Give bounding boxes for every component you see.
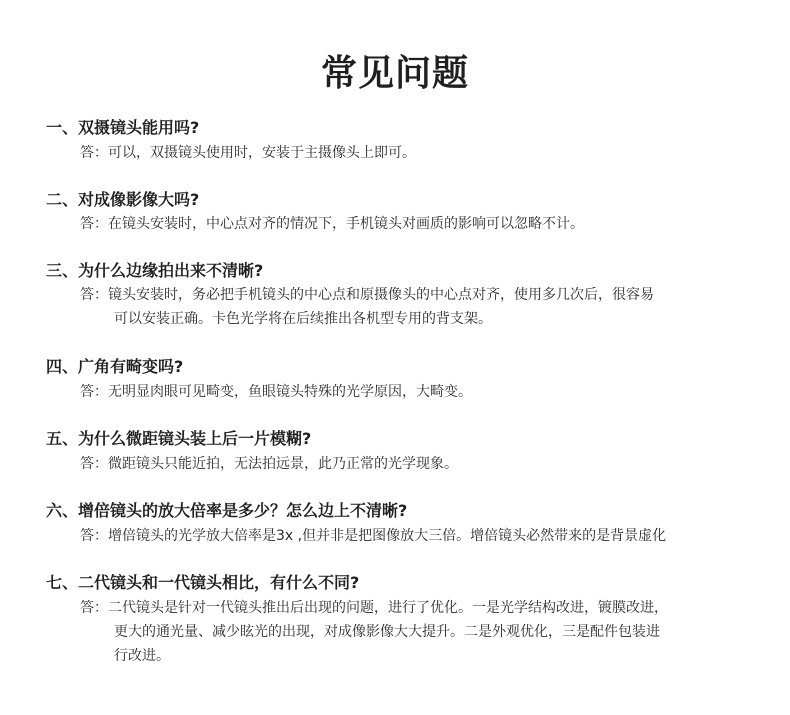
faq-answer-line: 行改进。 <box>114 648 170 664</box>
faq-answer-line: 答：可以，双摄镜头使用时，安装于主摄像头上即可。 <box>80 145 416 161</box>
faq-answer-6 <box>80 524 666 548</box>
faq-question-3: 三、为什么边缘拍出来不清晰? <box>46 261 264 280</box>
faq-answer-5 <box>80 452 458 476</box>
faq-answer-line: 更大的通光量、减少眩光的出现，对成像影像大大提升。二是外观优化，三是配件包装进 <box>114 624 660 640</box>
faq-question-4: 四、广角有畸变吗? <box>46 357 184 376</box>
faq-answer-1 <box>80 141 416 165</box>
faq-question-2: 二、对成像影像大吗? <box>46 190 200 209</box>
faq-question-1: 一、双摄镜头能用吗? <box>46 118 200 137</box>
faq-answer-line: 答：镜头安装时，务必把手机镜头的中心点和原摄像头的中心点对齐，使用多几次后，很容易 <box>80 287 654 303</box>
faq-question-6: 六、增倍镜头的放大倍率是多少？怎么边上不清晰? <box>46 501 408 520</box>
faq-answer-line: 答：增倍镜头的光学放大倍率是3x ,但并非是把图像放大三倍。增倍镜头必然带来的是背景虚化 <box>80 528 667 544</box>
faq-answer-line: 答：微距镜头只能近拍，无法拍远景，此乃正常的光学现象。 <box>80 456 458 472</box>
faq-answer-4 <box>80 380 472 404</box>
faq-answer-2 <box>80 212 584 236</box>
faq-answer-line: 可以安装正确。卡色光学将在后续推出各机型专用的背支架。 <box>114 311 492 327</box>
faq-answer-line: 答：在镜头安装时，中心点对齐的情况下，手机镜头对画质的影响可以忽略不计。 <box>80 216 584 232</box>
faq-answer-7 <box>80 596 668 668</box>
faq-answer-line: 答：无明显肉眼可见畸变，鱼眼镜头特殊的光学原因，大畸变。 <box>80 384 472 400</box>
faq-question-7: 七、二代镜头和一代镜头相比，有什么不同? <box>46 573 360 592</box>
faq-answer-line: 答：二代镜头是针对一代镜头推出后出现的问题，进行了优化。一是光学结构改进，镀膜改进， <box>80 600 668 616</box>
page-title: 常见问题 <box>320 53 469 94</box>
faq-question-5: 五、为什么微距镜头装上后一片模糊? <box>46 429 312 448</box>
faq-answer-3 <box>80 283 654 331</box>
